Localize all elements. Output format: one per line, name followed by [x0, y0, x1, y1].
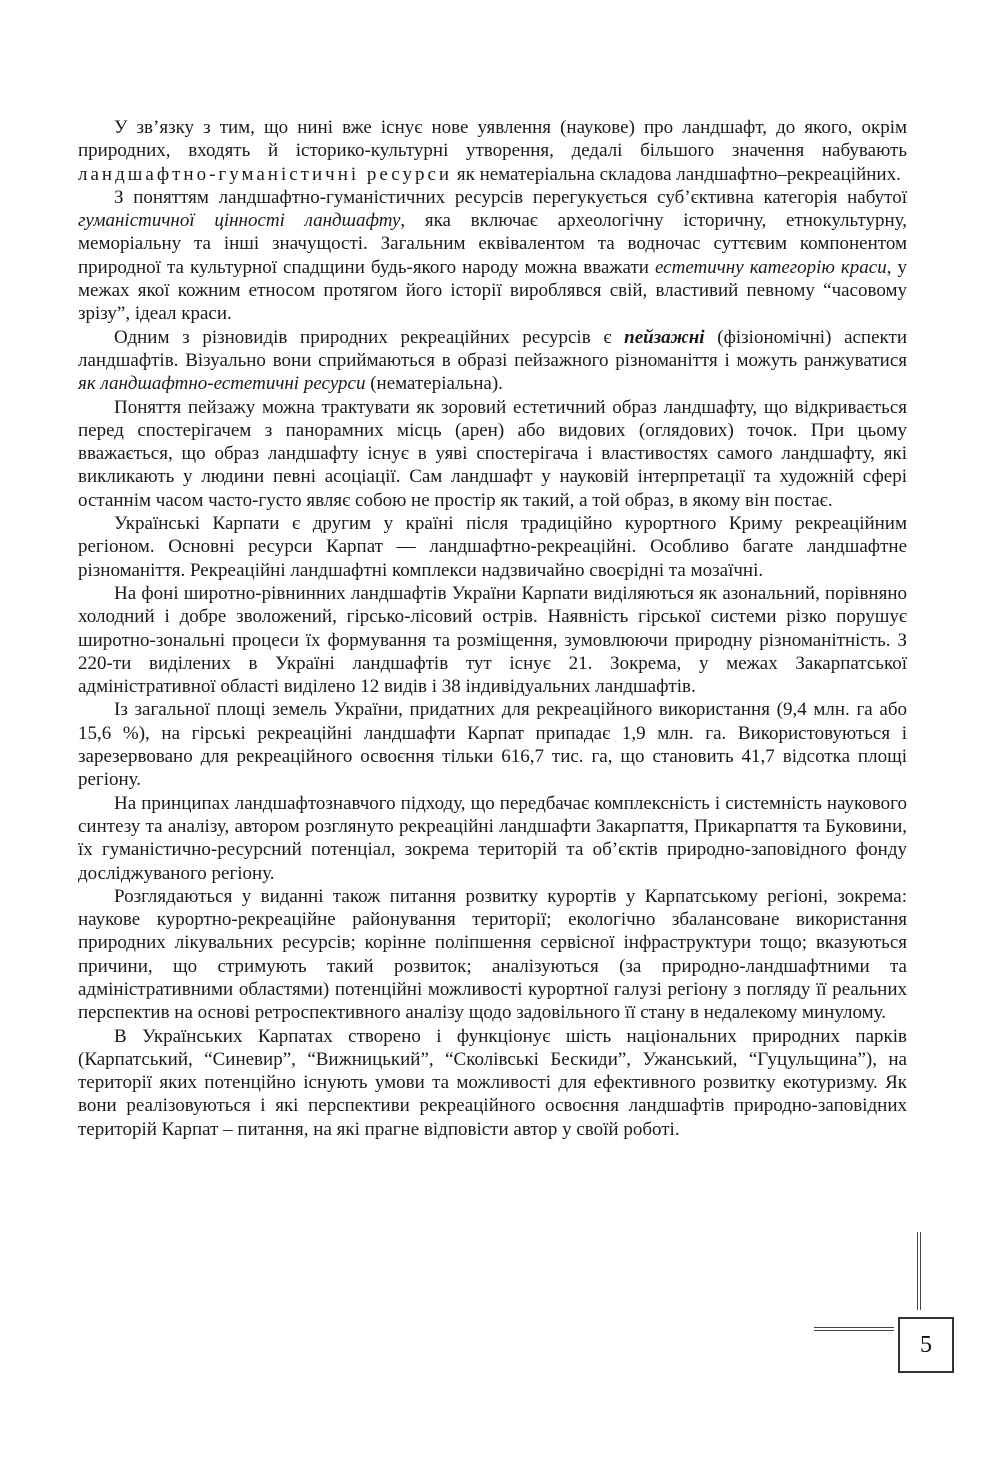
paragraph-3-text-a: Одним з різновидів природних рекреаційних ресурсів є [114, 326, 625, 348]
paragraph-5 [78, 512, 907, 582]
paragraph-3-text-b: (фізіономічні) аспекти ландшафтів. Візуально вони сприймаються в образі пейзажного різноманіття і можуть ранжуватися [78, 326, 907, 371]
paragraph-3-bold-italic-term: пейзажні [624, 326, 705, 348]
decor-horizontal-line-2 [814, 1330, 894, 1331]
paragraph-9-text: Розглядаються у виданні також питання розвитку курортів у Карпатському регіоні, зокрема: наукове курортно-рекреаційне районування території; екологічно збалансоване використання природних лікувальних ресурсів; корінне поліпшення сервісної інфраструктури тощо; вказуються причини, що стримують такий розвиток; аналізуються (за природно-ландшафтними та адміністративними областями) потенційні можливості курортної галузі регіону з погляду її реальних перспектив на основі ретроспективного аналізу щодо задовільного її стану в недалекому минулому. [78, 885, 907, 1024]
paragraph-6 [78, 582, 907, 698]
paragraph-6-text: На фоні широтно-рівнинних ландшафтів України Карпати виділяються як азональний, порівняно холодний і добре зволожений, гірсько-лісовий острів. Наявність гірської системи різко порушує широтно-зональні процеси їх формування та розміщення, зумовлюючи природну різноманітність. З 220-ти виділених в Україні ландшафтів тут існує 21. Зокрема, у межах Закарпатської адміністративної області виділено 12 видів і 38 індивідуальних ландшафтів. [78, 582, 907, 698]
page-number: 5 [920, 1331, 932, 1358]
paragraph-4-text: Поняття пейзажу можна трактувати як зоровий естетичний образ ландшафту, що відкривається перед спостерігачем з панорамних місць (арен) або видових (оглядових) точок. При цьому вважається, що образ ландшафту існує в уяві спостерігача і властивостях самого ландшафту, які викликають у людини певні асоціації. Сам ландшафт у науковій інтерпретації та художній сфері останнім часом часто-густо являє собою не простір як такий, а той образ, в якому він постає. [78, 396, 907, 511]
paragraph-3-italic-term: як ландшафтно-естетичні ресурси [78, 373, 366, 395]
decor-vertical-line-2 [920, 1232, 921, 1310]
paragraph-2-text-a: З поняттям ландшафтно-гуманістичних ресурсів перегукується суб’єктивна категорія набутої [114, 186, 907, 208]
paragraph-8 [78, 792, 907, 885]
page-number-box [898, 1317, 954, 1373]
paragraph-7-text: Із загальної площі земель України, придатних для рекреаційного використання (9,4 млн. га або 15,6 %), на гірські рекреаційні ландшафти Карпат припадає 1,9 млн. га. Використовуються і зарезервовано для рекреаційного освоєння тільки 616,7 тис. га, що становить 41,7 відсотка площі регіону. [78, 699, 907, 791]
paragraph-2-text-c: , у межах якої кожним етносом протягом його історії вироблявся свій, властивий певному “часовому зрізу”, ідеал краси. [78, 256, 908, 325]
paragraph-7 [78, 698, 907, 791]
paragraph-5-text: Українські Карпати є другим у країні після традиційно курортного Криму рекреаційним регіоном. Основні ресурси Карпат — ландшафтно-рекреаційні. Особливо багате ландшафтне різноманіття. Рекреаційні ландшафтні комплекси надзвичайно своєрідні та мозаїчні. [78, 513, 907, 581]
paragraph-9 [78, 885, 907, 1025]
paragraph-3 [78, 326, 907, 396]
paragraph-1-spaced-term: ландшафтно-гуманістичні ресурси [78, 163, 453, 185]
paragraph-8-text: На принципах ландшафтознавчого підходу, що передбачає комплексність і системність наукового синтезу та аналізу, автором розглянуто рекреаційні ландшафти Закарпаття, Прикарпаття та Буковини, їх гуманістично-ресурсний потенціал, зокрема територій та об’єктів природно-заповідного фонду досліджуваного регіону. [78, 792, 907, 884]
decor-vertical-line-1 [917, 1232, 918, 1310]
paragraph-10-text: В Українських Карпатах створено і функціонує шість національних природних парків (Карпатський, “Синевир”, “Вижницький”, “Сколівські Бескиди”, Ужанський, “Гуцульщина”), на території яких потенційно існують умови та можливості для ефективного розвитку екотуризму. Як вони реалізовуються і які перспективи рекреаційного освоєння ландшафтів природно-заповідних територій Карпат – питання, на які прагне відповісти автор у своїй роботі. [78, 1025, 907, 1140]
decor-horizontal-line-1 [814, 1327, 894, 1328]
paragraph-2-text-b: , яка включає археологічну історичну, етнокультурну, меморіальну та інші значущості. Загальним еквівалентом та водночас суттєвим компонентом природної та культурної спадщини будь-якого народу можна вважати [78, 210, 907, 278]
main-text [78, 116, 907, 1141]
paragraph-2-italic-term-2: естетичну категорію краси [654, 256, 887, 278]
paragraph-1 [78, 116, 907, 186]
paragraph-2 [78, 186, 907, 326]
paragraph-4 [78, 396, 907, 512]
paragraph-1-text-b: як нематеріальна складова ландшафтно–рекреаційних. [452, 163, 901, 185]
paragraph-2-italic-term-1: гуманістичної цінності ландшафту [78, 210, 401, 232]
paragraph-1-text-a: У зв’язку з тим, що нині вже існує нове уявлення (наукове) про ландшафт, до якого, окрім природних, входять й історико-культурні утворення, дедалі більшого значення набувають [78, 117, 907, 162]
paragraph-3-text-c: (нематеріальна). [365, 373, 503, 395]
paragraph-10 [78, 1025, 907, 1141]
